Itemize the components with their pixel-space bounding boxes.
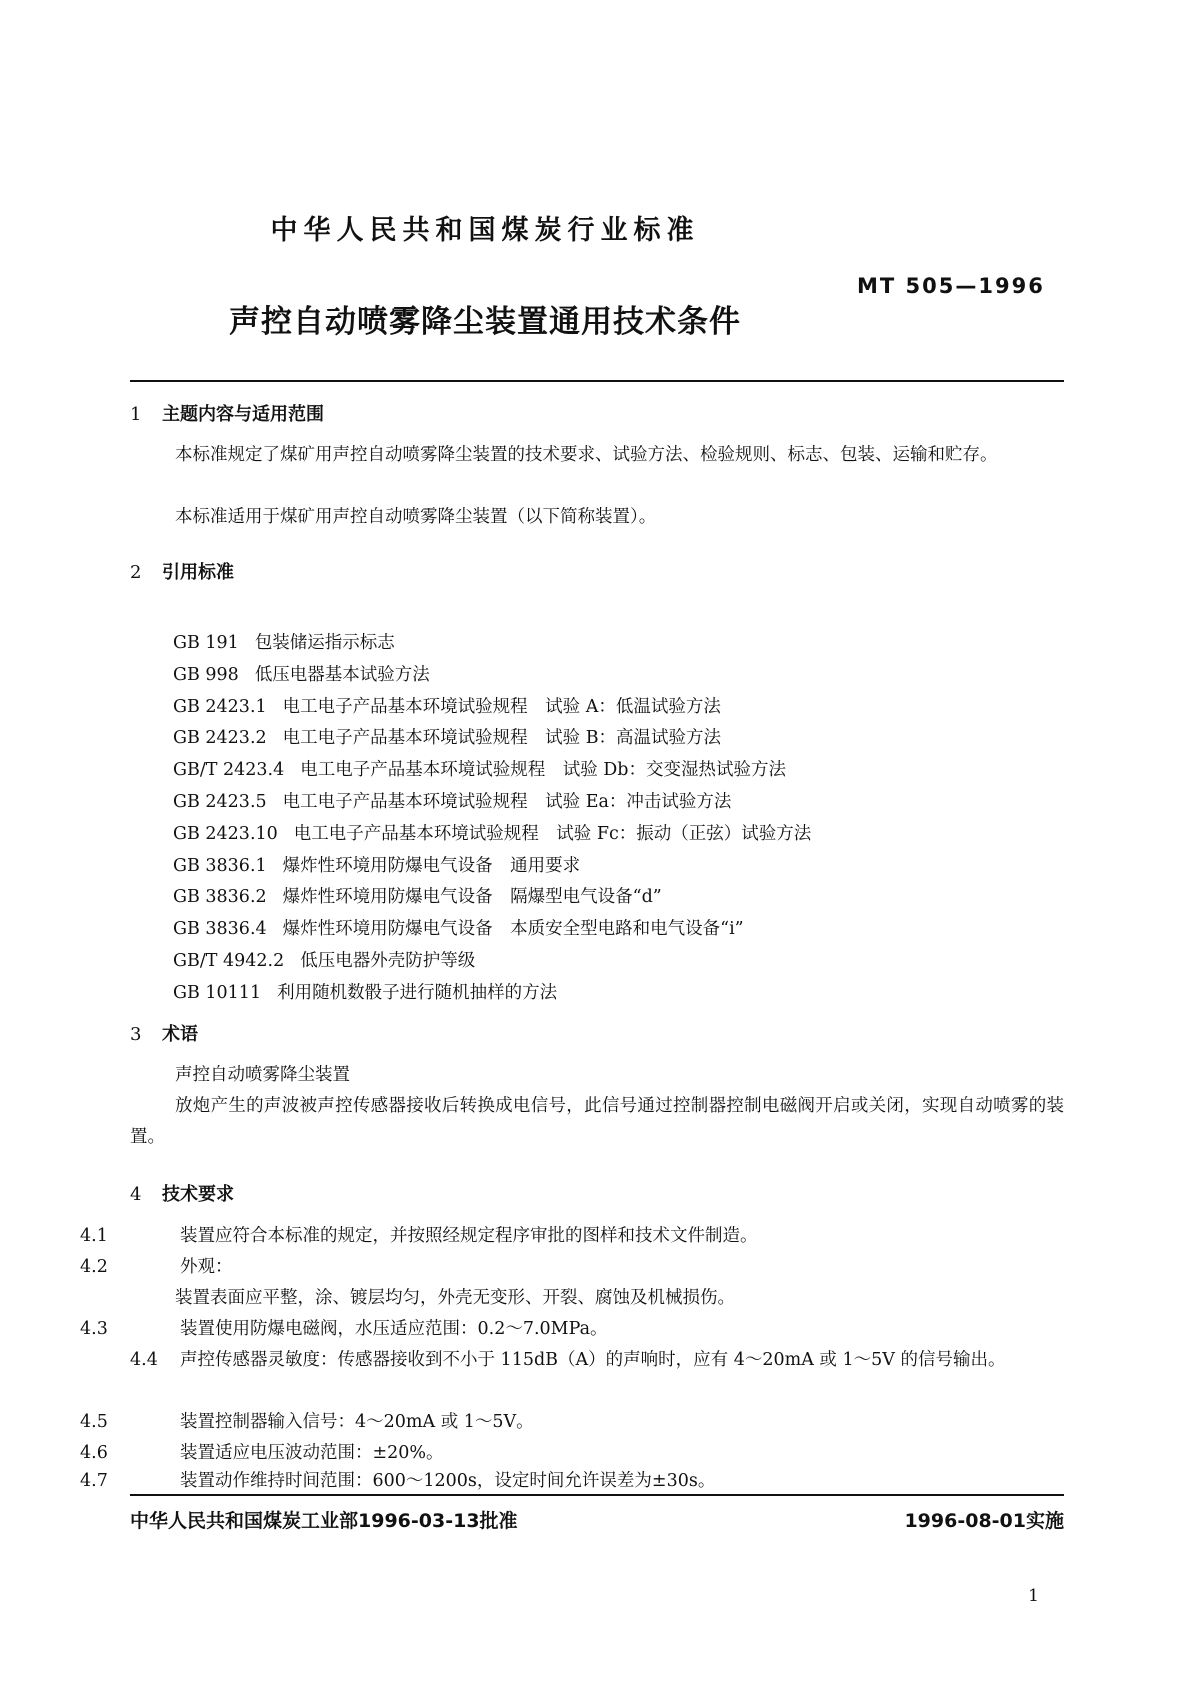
- clause-text: 装置动作维持时间范围：600～1200s，设定时间允许误差为±30s。: [180, 1471, 716, 1491]
- reference-code: GB 2423.5: [173, 791, 267, 812]
- reference-title: 低压电器外壳防护等级: [300, 950, 476, 971]
- reference-item: [173, 723, 811, 755]
- reference-title: 电工电子产品基本环境试验规程 试验 A：低温试验方法: [282, 696, 721, 717]
- reference-code: GB 10111: [173, 982, 262, 1003]
- document-title: 声控自动喷雾降尘装置通用技术条件: [229, 304, 741, 340]
- header-divider: [130, 380, 1064, 382]
- term-name: 声控自动喷雾降尘装置: [175, 1065, 350, 1085]
- reference-item: [173, 819, 811, 851]
- clause-4-1: [80, 1221, 1064, 1252]
- normative-references-list: [173, 628, 811, 1010]
- reference-title: 电工电子产品基本环境试验规程 试验 Fc：振动（正弦）试验方法: [293, 823, 812, 844]
- reference-title: 电工电子产品基本环境试验规程 试验 Ea：冲击试验方法: [282, 791, 732, 812]
- reference-code: GB 3836.2: [173, 887, 267, 908]
- clause-text: 装置应符合本标准的规定，并按照经规定程序审批的图样和技术文件制造。: [180, 1226, 758, 1246]
- clause-4-2-detail: 装置表面应平整，涂、镀层均匀，外壳无变形、开裂、腐蚀及机械损伤。: [175, 1288, 735, 1308]
- clause-4-5: [80, 1407, 1064, 1438]
- clause-text: 声控传感器灵敏度：传感器接收到不小于 115dB（A）的声响时，应有 4～20mA 或 1～5V 的信号输出。: [180, 1350, 1006, 1370]
- clause-text: 外观：: [180, 1257, 233, 1277]
- reference-code: GB 191: [173, 633, 239, 653]
- clause-number: 4.6: [80, 1443, 108, 1463]
- clause-number: 4.4: [130, 1350, 158, 1370]
- reference-item: [173, 851, 811, 883]
- clause-number: 4.7: [80, 1471, 108, 1491]
- section-2-title: 引用标准: [162, 562, 234, 583]
- clause-text: 装置使用防爆电磁阀，水压适应范围：0.2～7.0MPa。: [180, 1319, 608, 1339]
- reference-code: GB 3836.4: [173, 919, 267, 940]
- reference-item: [173, 692, 811, 724]
- section-3-heading: [130, 1020, 198, 1046]
- clause-4-6: [80, 1438, 1064, 1469]
- section-3-title: 术语: [162, 1024, 198, 1045]
- reference-item: [173, 755, 811, 787]
- section-2-heading: [130, 558, 234, 584]
- reference-code: GB 998: [173, 664, 239, 685]
- issuing-body-title: 中华人民共和国煤炭行业标准: [270, 215, 700, 246]
- section-4-heading: [130, 1180, 234, 1206]
- clause-4-3: [80, 1314, 1064, 1345]
- reference-item: [173, 628, 811, 660]
- reference-code: GB/T 2423.4: [173, 760, 285, 781]
- section-1-paragraph-1: 本标准规定了煤矿用声控自动喷雾降尘装置的技术要求、试验方法、检验规则、标志、包装、运输和贮存。: [175, 445, 998, 465]
- reference-item: [173, 787, 811, 819]
- reference-code: GB 2423.10: [173, 823, 278, 844]
- clause-number: 4.1: [80, 1226, 108, 1246]
- term-definition: 放炮产生的声波被声控传感器接收后转换成电信号，此信号通过控制器控制电磁阀开启或关闭，实现自动喷雾的装置。: [130, 1096, 1064, 1147]
- section-1-number: 1: [130, 404, 142, 425]
- section-1-title: 主题内容与适用范围: [162, 404, 324, 425]
- reference-item: [173, 946, 811, 978]
- section-3-number: 3: [130, 1024, 142, 1045]
- reference-title: 包装储运指示标志: [254, 633, 395, 653]
- reference-item: [173, 882, 811, 914]
- section-1-heading: [130, 400, 324, 426]
- effective-date: 1996-08-01实施: [904, 1510, 1064, 1532]
- reference-item: [173, 914, 811, 946]
- footer-divider: [130, 1494, 1064, 1496]
- reference-title: 爆炸性环境用防爆电气设备 本质安全型电路和电气设备“i”: [282, 919, 744, 940]
- clause-4-7: [80, 1466, 1064, 1497]
- reference-title: 爆炸性环境用防爆电气设备 隔爆型电气设备“d”: [282, 887, 662, 908]
- clause-number: 4.3: [80, 1319, 108, 1339]
- reference-code: GB 2423.2: [173, 728, 267, 749]
- approval-statement: 中华人民共和国煤炭工业部1996-03-13批准: [130, 1510, 518, 1532]
- reference-title: 低压电器基本试验方法: [254, 664, 430, 685]
- reference-code: GB/T 4942.2: [173, 950, 285, 971]
- clause-4-4: [130, 1345, 1064, 1376]
- reference-title: 爆炸性环境用防爆电气设备 通用要求: [282, 855, 581, 876]
- reference-code: GB 3836.1: [173, 855, 267, 876]
- clause-number: 4.5: [80, 1412, 108, 1432]
- section-2-number: 2: [130, 562, 142, 583]
- clause-text: 装置适应电压波动范围：±20%。: [180, 1443, 444, 1463]
- reference-title: 利用随机数骰子进行随机抽样的方法: [277, 982, 558, 1003]
- reference-item: [173, 978, 811, 1010]
- standard-code: MT 505—1996: [857, 274, 1045, 298]
- section-4-number: 4: [130, 1184, 142, 1205]
- clause-4-2: [80, 1252, 1064, 1283]
- reference-code: GB 2423.1: [173, 696, 267, 717]
- reference-title: 电工电子产品基本环境试验规程 试验 Db：交变湿热试验方法: [300, 760, 787, 781]
- section-4-title: 技术要求: [162, 1184, 234, 1205]
- page-number: 1: [1028, 1586, 1039, 1606]
- clause-text: 装置控制器输入信号：4～20mA 或 1～5V。: [180, 1412, 534, 1432]
- clause-number: 4.2: [80, 1257, 108, 1277]
- reference-item: [173, 660, 811, 692]
- section-1-paragraph-2: 本标准适用于煤矿用声控自动喷雾降尘装置（以下简称装置）。: [175, 507, 657, 527]
- reference-title: 电工电子产品基本环境试验规程 试验 B：高温试验方法: [282, 728, 722, 749]
